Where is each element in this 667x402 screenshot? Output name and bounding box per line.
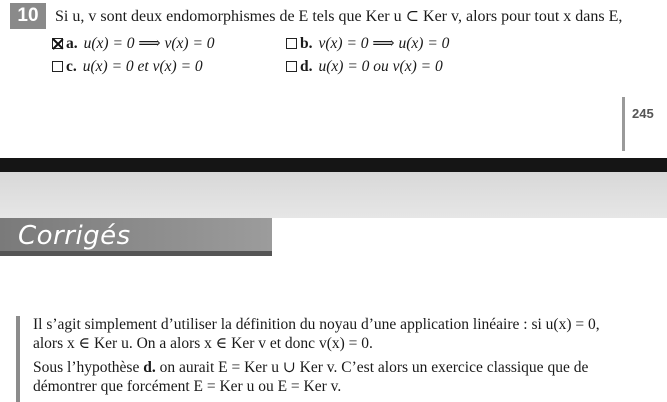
page-separator-band [0,158,667,172]
option-letter: d. [300,58,313,75]
section-title: Corrigés [18,221,131,251]
question-text: Si u, v sont deux endomorphismes de E tels que Ker u ⊂ Ker v, alors pour tout x dans E, [55,8,623,25]
option-c[interactable] [52,58,203,76]
option-text: u(x) = 0 ou v(x) = 0 [318,58,443,75]
option-b[interactable] [286,34,449,53]
checkbox-icon[interactable] [286,61,297,72]
answer-text: on aurait E = Ker u ∪ Ker v. C’est alors un exercice classique que de [155,359,589,376]
option-letter: c. [66,58,77,75]
checkbox-icon[interactable] [286,38,297,49]
answer-text: Sous l’hypothèse [33,359,144,376]
answer-margin-bar [16,316,20,402]
question-number: 10 [10,3,46,29]
option-letter: a. [66,35,78,52]
option-d[interactable] [286,58,443,76]
answer-line-1: Il s’agit simplement d’utiliser la définition du noyau d’une application linéaire : si u(x) = 0, [33,316,600,333]
option-text: v(x) = 0 ⟹ u(x) = 0 [318,35,450,52]
option-text: u(x) = 0 ⟹ v(x) = 0 [83,35,215,52]
checkbox-icon[interactable] [52,61,63,72]
page-margin-bar [622,97,625,151]
option-text: u(x) = 0 et v(x) = 0 [82,58,203,75]
answer-line-2: alors x ∈ Ker u. On a alors x ∈ Ker v et donc v(x) = 0. [33,335,373,352]
answer-line-4: démontrer que forcément E = Ker u ou E = Ker v. [33,378,342,395]
answer-line-3 [33,358,588,377]
option-letter: b. [300,35,313,52]
header-grey-band [0,172,667,218]
page-number: 245 [632,106,654,121]
checked-box-icon[interactable] [52,38,63,49]
answer-bold-letter: d. [143,359,156,376]
option-a[interactable] [52,34,215,53]
